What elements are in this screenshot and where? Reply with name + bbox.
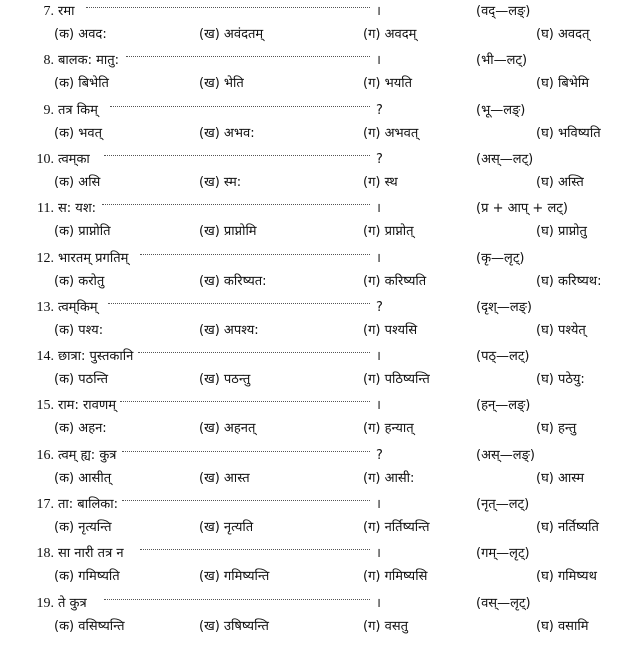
answer-option[interactable]: (क) असि (54, 174, 101, 190)
question-stem: स: यश: (58, 201, 97, 217)
root-lakar-hint: (भू—लङ्) (476, 102, 526, 118)
root-lakar-hint: (प्र + आप् + लट्) (476, 201, 568, 217)
answer-option[interactable]: (घ) नर्तिष्यति (536, 520, 599, 535)
answer-option[interactable]: (क) भवत् (54, 125, 103, 141)
answer-option[interactable]: (ग) आसी: (363, 470, 415, 486)
answer-option[interactable]: (क) करोतु (54, 273, 105, 289)
blank-dotted-line (104, 599, 370, 601)
blank-dotted-line (122, 500, 370, 502)
question-stem: छात्रा: पुस्तकानि (58, 349, 134, 365)
answer-option[interactable]: (ग) पश्यसि (363, 322, 418, 338)
options-row (0, 369, 642, 391)
answer-option[interactable]: (ख) अभव: (199, 125, 255, 141)
question-end-mark: ? (376, 447, 383, 463)
question-line (0, 396, 642, 416)
question-end-mark: । (376, 250, 381, 266)
answer-option[interactable]: (घ) अवदत् (536, 27, 590, 42)
answer-option[interactable]: (ग) अभवत् (363, 125, 419, 141)
answer-option[interactable]: (ख) उषिष्यन्ति (199, 618, 269, 634)
question-stem: त्वम्‌का (58, 151, 90, 167)
answer-option[interactable]: (ग) स्थ (363, 174, 398, 190)
answer-option[interactable]: (ख) करिष्यत: (199, 273, 267, 289)
blank-dotted-line (110, 106, 370, 108)
answer-option[interactable]: (क) पठन्ति (54, 372, 108, 388)
question-end-mark: ? (376, 299, 383, 315)
answer-option[interactable]: (क) अहन: (54, 421, 107, 437)
question-number: 13. (36, 299, 54, 315)
answer-option[interactable]: (घ) भविष्यति (536, 125, 601, 141)
question-line (0, 101, 642, 121)
options-row (0, 172, 642, 194)
blank-dotted-line (140, 549, 370, 551)
question-stem: राम: रावणम् (58, 398, 117, 414)
question-end-mark: । (376, 546, 381, 562)
options-row (0, 566, 642, 588)
answer-option[interactable]: (घ) पश्येत् (536, 322, 586, 338)
question-line (0, 2, 642, 22)
blank-dotted-line (138, 352, 370, 354)
answer-option[interactable]: (ख) प्राप्नोमि (199, 224, 257, 240)
root-lakar-hint: (अस्—लट्) (476, 151, 534, 167)
root-lakar-hint: (वस्—लृट्) (476, 595, 531, 611)
root-lakar-hint: (दृश्—लङ्) (476, 299, 532, 315)
root-lakar-hint: (वद्—लङ्) (476, 4, 531, 19)
answer-option[interactable]: (ख) आस्त (199, 470, 250, 486)
options-row (0, 468, 642, 490)
blank-dotted-line (104, 155, 370, 157)
blank-dotted-line (102, 204, 370, 206)
options-row (0, 320, 642, 342)
answer-option[interactable]: (घ) प्राप्नोतु (536, 224, 587, 240)
answer-option[interactable]: (ग) हन्यात् (363, 421, 414, 437)
options-row (0, 517, 642, 539)
question-end-mark: । (376, 53, 381, 69)
blank-dotted-line (120, 401, 370, 403)
options-row (0, 271, 642, 293)
question-number: 8. (43, 53, 54, 69)
root-lakar-hint: (हन्—लङ्) (476, 398, 531, 414)
question-line (0, 199, 642, 219)
question-line (0, 51, 642, 71)
question-line (0, 544, 642, 564)
answer-option[interactable]: (घ) पठेयु: (536, 372, 585, 388)
question-stem: ते कुत्र (58, 595, 87, 611)
question-line (0, 249, 642, 269)
question-end-mark: । (376, 349, 381, 365)
answer-option[interactable]: (ख) अहनत् (199, 421, 256, 437)
answer-option[interactable]: (क) पश्य: (54, 322, 104, 338)
root-lakar-hint: (अस्—लङ्) (476, 447, 535, 463)
blank-dotted-line (126, 56, 370, 58)
answer-option[interactable]: (ख) गमिष्यन्ति (199, 569, 270, 585)
answer-option[interactable]: (ग) नर्तिष्यन्ति (363, 520, 430, 535)
answer-option[interactable]: (क) बिभेति (54, 76, 109, 92)
question-end-mark: । (376, 497, 381, 512)
question-line (0, 446, 642, 466)
answer-option[interactable]: (ग) गमिष्यसि (363, 569, 428, 585)
question-line (0, 594, 642, 614)
answer-option[interactable]: (ग) पठिष्यन्ति (363, 372, 430, 388)
question-number: 15. (36, 398, 54, 414)
answer-option[interactable]: (क) वसिष्यन्ति (54, 618, 125, 634)
question-end-mark: ? (376, 151, 383, 167)
answer-option[interactable]: (ग) वसतु (363, 618, 409, 634)
question-stem: त्वम्‌किम् (58, 299, 98, 315)
question-end-mark: । (376, 201, 381, 217)
answer-option[interactable]: (घ) वसामि (536, 618, 589, 634)
question-number: 11. (37, 201, 54, 217)
question-end-mark: । (376, 595, 381, 611)
answer-option[interactable]: (क) गमिष्यति (54, 569, 120, 585)
answer-option[interactable]: (घ) बिभेमि (536, 76, 590, 92)
question-stem: त्वम् ह्य: कुत्र (58, 447, 117, 463)
question-end-mark: । (376, 4, 381, 19)
question-stem: भारतम् प्रगतिम् (58, 250, 129, 266)
blank-dotted-line (108, 303, 370, 305)
question-stem: बालक: मातु: (58, 53, 120, 69)
question-number: 17. (36, 497, 54, 512)
blank-dotted-line (122, 451, 370, 453)
answer-option[interactable]: (ग) करिष्यति (363, 273, 427, 289)
question-stem: रमा (58, 4, 75, 19)
question-stem: तत्र किम् (58, 102, 98, 118)
answer-option[interactable]: (घ) हन्तु (536, 421, 577, 437)
answer-option[interactable]: (ख) पठन्तु (199, 372, 251, 388)
question-number: 18. (36, 546, 54, 562)
answer-option[interactable]: (क) आसीत् (54, 470, 112, 486)
answer-option[interactable]: (क) अवद: (54, 27, 107, 42)
answer-option[interactable]: (ख) अपश्य: (199, 322, 259, 338)
answer-option[interactable]: (ग) भयति (363, 76, 413, 92)
question-stem: सा नारी तत्र न (58, 546, 124, 562)
question-number: 19. (36, 595, 54, 611)
answer-option[interactable]: (ख) स्म: (199, 174, 242, 190)
question-number: 9. (43, 102, 54, 118)
root-lakar-hint: (पठ्—लट्) (476, 349, 530, 365)
options-row (0, 24, 642, 46)
question-line (0, 347, 642, 367)
answer-option[interactable]: (घ) अस्ति (536, 174, 584, 190)
question-number: 7. (43, 4, 54, 19)
question-end-mark: ? (376, 102, 383, 118)
root-lakar-hint: (नृत्—लट्) (476, 497, 530, 512)
options-row (0, 73, 642, 95)
question-stem: ता: बालिका: (58, 497, 118, 512)
answer-option[interactable]: (ख) अवंदतम् (199, 27, 264, 42)
root-lakar-hint: (गम्—लृट्) (476, 546, 530, 562)
answer-option[interactable]: (ख) नृत्यति (199, 520, 254, 535)
question-line (0, 150, 642, 170)
options-row (0, 221, 642, 243)
question-line (0, 495, 642, 515)
options-row (0, 123, 642, 145)
question-end-mark: । (376, 398, 381, 414)
answer-option[interactable]: (घ) गमिष्यथ (536, 569, 597, 585)
root-lakar-hint: (भी—लट्) (476, 53, 528, 69)
answer-option[interactable]: (ग) प्राप्नोत् (363, 224, 414, 240)
root-lakar-hint: (कृ—लृट्) (476, 250, 525, 266)
options-row (0, 616, 642, 638)
answer-option[interactable]: (घ) आस्म (536, 470, 585, 486)
question-number: 10. (36, 151, 54, 167)
blank-dotted-line (86, 7, 370, 9)
answer-option[interactable]: (ग) अवदम् (363, 27, 417, 42)
answer-option[interactable]: (क) प्राप्नोति (54, 224, 111, 240)
blank-dotted-line (140, 254, 370, 256)
answer-option[interactable]: (क) नृत्यन्ति (54, 520, 112, 535)
question-line (0, 298, 642, 318)
answer-option[interactable]: (घ) करिष्यथ: (536, 273, 602, 289)
question-number: 12. (36, 250, 54, 266)
options-row (0, 418, 642, 440)
answer-option[interactable]: (ख) भेति (199, 76, 244, 92)
question-number: 16. (36, 447, 54, 463)
question-number: 14. (36, 349, 54, 365)
